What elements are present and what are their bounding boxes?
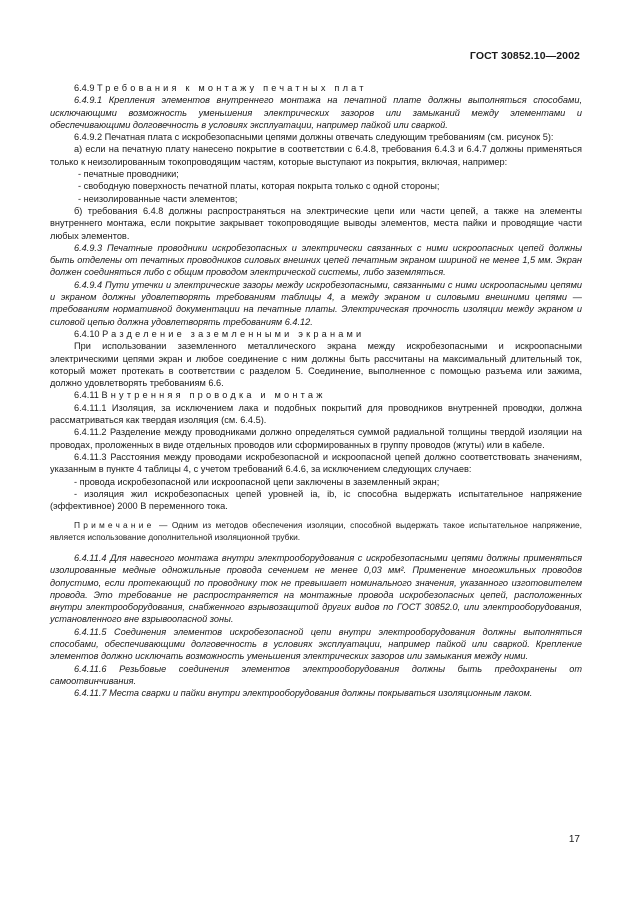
paragraph-6-4-10: При использовании заземленного металлического экрана между искробезопасными и искроопасными электрическими цепями экран и любое соединение с ним должны быть рассчитаны на максимальный длительный ток, который может протекать в соответствии с разделом 5. Соединение, выполненное с помощью разъема или зажима, должно удовлетворять требованиям 6.6. (50, 341, 582, 389)
section-title: Внутренняя проводка и монтаж (101, 390, 326, 401)
note-text: — Одним из методов обеспечения изоляции, способной выдержать такое испытательное напряжение, является использование дополнительной изоляционной трубки. (50, 520, 582, 542)
standard-header: ГОСТ 30852.10—2002 (469, 50, 580, 62)
document-body (50, 82, 582, 700)
paragraph-6-4-9-2: 6.4.9.2 Печатная плата с искробезопасными цепями должны отвечать следующим требованиям (см. рисунок 5): (74, 132, 554, 143)
paragraph-6-4-11-1: 6.4.11.1 Изоляция, за исключением лака и подобных покрытий для проводников внутренней проводки, должна рассматриваться как твердая изоляция (см. 6.4.5). (50, 402, 582, 426)
section-heading-6-4-11: 6.4.11 Внутренняя проводка и монтаж (74, 390, 326, 401)
paragraph-6-4-11-4: 6.4.11.4 Для навесного монтажа внутри электрооборудования с искробезопасными цепями должны применяться изолированные медные одножильные провода сечением не менее 0,03 мм². Применение многожильных проводов допустимо, если протекающий по проводнику ток не превышает номинального значения, указанного изготовителем провода. Это требование не распространяется на монтажные провода искробезопасных цепей, расположенных внутри электрооборудования, снабженного взрывозащитой других видов по ГОСТ 30852.0, или электрооборудования, установленного вне взрывоопасной зоны. (50, 552, 582, 625)
paragraph-6-4-11-3: 6.4.11.3 Расстояния между проводами искробезопасной и искроопасной цепей должно соответствовать значениям, указанным в пункте 4 таблицы 4, с учетом требований 6.4.6, за исключением следующих случаев: (50, 451, 582, 475)
paragraph-6-4-9-4: 6.4.9.4 Пути утечки и электрические зазоры между искробезопасными, связанными с ними искроопасными цепями и экраном должны удовлетворять требованиям таблицы 4, а между экраном и силовыми внешними цепями — требованиям нормативной документации на печатные платы. Электрическая прочность изоляции между экраном и силовой цепью должна удовлетворять требованиям 6.4.12. (50, 279, 582, 327)
section-heading-6-4-9: 6.4.9 Требования к монтажу печатных плат (74, 83, 367, 93)
paragraph-6-4-9-1: 6.4.9.1 Крепления элементов внутреннего монтажа на печатной плате должны выполняться способами, исключающими возможность уменьшения электрических зазоров или замыканий между элементами и обеспечивающими долговечность в условиях эксплуатации, например пайкой или сваркой. (50, 95, 582, 130)
section-heading-6-4-10: 6.4.10 Разделение заземленными экранами (74, 328, 365, 339)
paragraph-6-4-11-6: 6.4.11.6 Резьбовые соединения элементов электрооборудования должны быть предохранены от самоотвинчивания. (50, 663, 582, 686)
paragraph-item-a: а) если на печатную плату нанесено покрытие в соответствии с 6.4.8, требования 6.4.3 и 6.4.7 должны применяться только к неизолированным токопроводящим частям, которые выступают из покрытия, включая, например: (50, 144, 582, 167)
paragraph-6-4-11-7: 6.4.11.7 Места сварки и пайки внутри электрооборудования должны покрываться изоляционным лаком. (74, 688, 533, 699)
list-item: - печатные проводники; (78, 169, 179, 180)
list-item: - неизолированные части элементов; (78, 193, 238, 204)
section-title: Требования к монтажу печатных плат (97, 83, 367, 93)
page-number: 17 (568, 834, 580, 845)
paragraph-6-4-11-5: 6.4.11.5 Соединения элементов искробезопасной цепи внутри электрооборудования должны выполняться способами, обеспечивающими долговечность в условиях эксплуатации, например пайкой или сваркой. Крепление элементов должно исключать возможность уменьшения электрических зазоров или замыкания между ними. (50, 626, 582, 662)
paragraph-6-4-11-2: 6.4.11.2 Разделение между проводниками должно определяться суммой радиальной толщины твердой изоляции на проводах, проложенных в виде отдельных проводов или сформированных в группу проводов (жгуты) или в кабеле. (50, 427, 582, 450)
list-item: - провода искробезопасной или искроопасной цепи заключены в заземленный экран; (74, 476, 440, 487)
list-item: - изоляция жил искробезопасных цепей уровней ia, ib, ic способна выдержать испытательное напряжение (эффективное) 2000 В переменного тока. (50, 488, 582, 512)
paragraph-6-4-9-3: 6.4.9.3 Печатные проводники искробезопасных и электрически связанных с ними искроопасных цепей должны быть отделены от печатных проводников силовых внешних цепей печатным экраном шириной не менее 1,5 мм. Экран должен соединяться либо с общим проводом электрической системы, либо заземляться. (50, 242, 582, 278)
note (50, 520, 582, 543)
note-label: Примечание (74, 520, 155, 531)
section-title: Разделение заземленными экранами (102, 328, 365, 339)
paragraph-item-b: б) требования 6.4.8 должны распространяться на электрические цепи или части цепей, а также на элементы внутреннего монтажа, если покрытие закрывает токопроводящие выводы элементов, места пайки и проводящие части любых элементов. (50, 205, 582, 241)
list-item: - свободную поверхность печатной платы, которая покрыта только с одной стороны; (78, 181, 440, 192)
